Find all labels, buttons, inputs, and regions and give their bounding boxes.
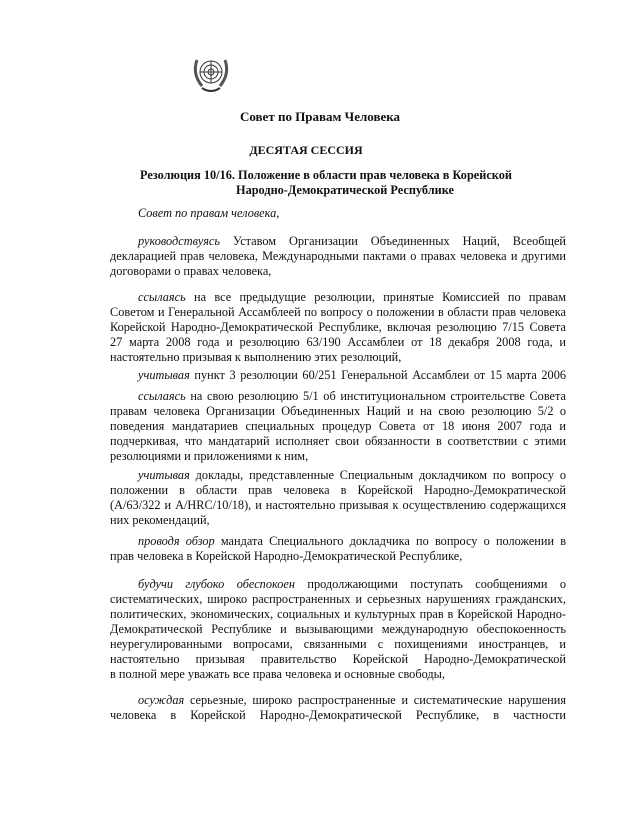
- paragraph-lead: осуждая: [138, 693, 185, 707]
- paragraph-text: резолюциями и приложениями к ним,: [110, 449, 309, 463]
- paragraph-line: [110, 234, 566, 249]
- paragraph-text: в полной мере уважать все права человека и основные свободы,: [110, 667, 445, 681]
- paragraph-line: [110, 264, 566, 279]
- paragraph-text: Демократической Республике и вызывающими международную обеспокоенность: [110, 622, 566, 636]
- paragraph-text: договорами о правах человека,: [110, 264, 272, 278]
- paragraph-line: [110, 368, 566, 383]
- paragraph-line: [110, 404, 566, 419]
- paragraph-line: [110, 498, 566, 513]
- paragraph-text: положении в области прав человека в Корейской Народно-Демократической: [110, 483, 566, 497]
- paragraph-line: [110, 592, 566, 607]
- paragraph-text: систематических, широко распространенных и серьезных нарушениях гражданских,: [110, 592, 566, 606]
- paragraph-line: [110, 577, 566, 592]
- paragraph-line: [110, 708, 566, 723]
- paragraph-line: [110, 637, 566, 652]
- council-title: Совет по Правам Человека: [239, 109, 401, 124]
- paragraph-text: доклады, представленные Специальным докладчиком по вопросу о: [189, 468, 566, 482]
- paragraph-line: [110, 434, 566, 449]
- paragraph-text: пункт 3 резолюции 60/251 Генеральной Ассамблеи от 15 марта 2006: [194, 368, 566, 382]
- preamble-paragraph: [110, 468, 566, 528]
- paragraph-line: [110, 449, 566, 464]
- preamble-paragraph: [110, 577, 566, 682]
- paragraph-text: Уставом Организации Объединенных Наций, Всеобщей: [219, 234, 566, 248]
- paragraph-line: [110, 419, 566, 434]
- session-title: ДЕСЯТАЯ СЕССИЯ: [249, 143, 363, 157]
- paragraph-line: [110, 549, 566, 564]
- opening-phrase: Совет по правам человека,: [138, 206, 280, 220]
- paragraph-text: Корейской Народно-Демократической Республике, включая резолюцию 7/15 Совета: [110, 320, 566, 334]
- paragraph-line: [110, 249, 566, 264]
- paragraph-line: [110, 534, 566, 549]
- paragraph-text: подчеркивая, что мандатарий исполняет свои обязанности в соответствии с этими: [110, 434, 566, 448]
- paragraph-line: [110, 290, 566, 305]
- paragraph-text: них рекомендаций,: [110, 513, 210, 527]
- paragraph-text: на свою резолюцию 5/1 об институциональном строительстве Совета: [190, 389, 566, 403]
- paragraph-lead: будучи глубоко обеспокоен: [138, 577, 295, 591]
- paragraph-text: неурегулированными вопросами, связанными с похищениями иностранцев, и: [110, 637, 566, 651]
- paragraph-lead: ссылаясь: [138, 290, 186, 304]
- un-emblem-logo: [188, 52, 234, 100]
- paragraph-text: человека в Корейской Народно-Демократической Республике, в частности: [110, 708, 566, 722]
- resolution-title-line1: Резолюция 10/16. Положение в области прав человека в Корейской: [140, 168, 512, 182]
- preamble-paragraph: [110, 234, 566, 279]
- preamble-paragraph: [110, 389, 566, 464]
- paragraph-line: [110, 483, 566, 498]
- paragraph-line: [110, 622, 566, 637]
- preamble-paragraph: [110, 534, 566, 564]
- paragraph-line: [110, 513, 566, 528]
- paragraph-text: (A/63/322 и A/HRC/10/18), и настоятельно призывая к осуществлению содержащихся: [110, 498, 566, 512]
- paragraph-text: мандата Специального докладчика по вопросу о положении в: [220, 534, 566, 548]
- paragraph-lead: учитывая: [138, 468, 190, 482]
- preamble-paragraph: [110, 368, 566, 383]
- paragraph-text: поведения мандатариев специальных процедур Совета от 18 июня 2007 года и: [110, 419, 566, 433]
- paragraph-line: [110, 320, 566, 335]
- paragraph-line: [110, 693, 566, 708]
- paragraph-text: правам человека Организации Объединенных Наций и на свою резолюцию 5/2 о: [110, 404, 566, 418]
- paragraph-line: [110, 335, 566, 350]
- paragraph-line: [110, 607, 566, 622]
- paragraph-text: продолжающими поступать сообщениями о: [294, 577, 566, 591]
- paragraph-line: [110, 350, 566, 365]
- paragraph-line: [110, 389, 566, 404]
- paragraph-text: настоятельно призывая правительство Корейской Народно-Демократической: [110, 652, 566, 666]
- paragraph-text: 27 марта 2008 года и резолюцию 63/190 Ассамблеи от 18 декабря 2008 года, и: [110, 335, 566, 349]
- paragraph-lead: проводя обзор: [138, 534, 215, 548]
- paragraph-line: [110, 305, 566, 320]
- paragraph-lead: руководствуясь: [138, 234, 220, 248]
- paragraph-text: декларацией прав человека, Международными пактами о правах человека и другими: [110, 249, 566, 263]
- paragraph-line: [110, 468, 566, 483]
- paragraph-lead: учитывая: [138, 368, 190, 382]
- paragraph-text: прав человека в Корейской Народно-Демократической Республике,: [110, 549, 463, 563]
- paragraph-line: [110, 652, 566, 667]
- paragraph-text: на все предыдущие резолюции, принятые Комиссией по правам: [194, 290, 566, 304]
- paragraph-text: политических, экономических, социальных и культурных прав в Корейской Народно-: [110, 607, 566, 621]
- preamble-paragraph: [110, 290, 566, 365]
- paragraph-text: настоятельно призывая к выполнению этих резолюций,: [110, 350, 402, 364]
- preamble-paragraph: [110, 693, 566, 723]
- paragraph-lead: ссылаясь: [138, 389, 186, 403]
- paragraph-text: серьезные, широко распространенные и систематические нарушения: [189, 693, 566, 707]
- resolution-title-line2: Народно-Демократической Республике: [236, 183, 454, 197]
- paragraph-text: Советом и Генеральной Ассамблеей по вопросу о положении в области прав человека: [110, 305, 566, 319]
- paragraph-line: [110, 667, 566, 682]
